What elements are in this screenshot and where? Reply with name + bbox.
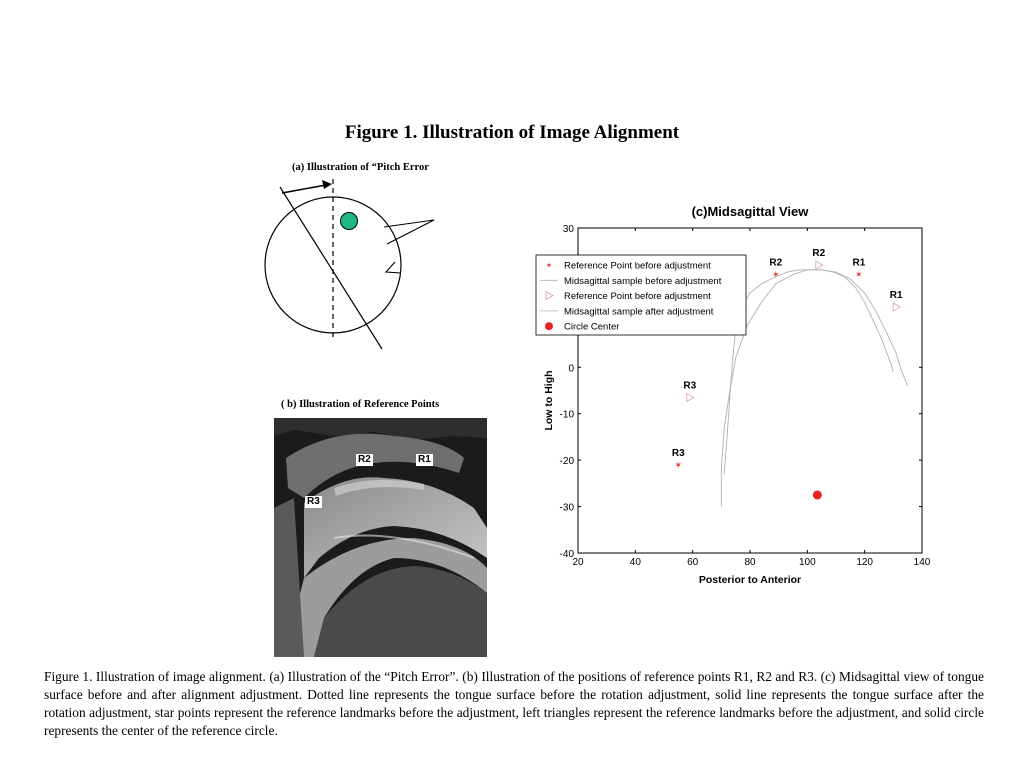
legend-symbol-star: ✶	[545, 261, 553, 270]
midsagittal-chart	[530, 195, 950, 595]
tilted-axis-line	[280, 187, 382, 349]
chart-title: (c)Midsagittal View	[691, 204, 809, 219]
chart-plot-layer	[536, 204, 931, 586]
point-label: R2	[769, 257, 783, 269]
eye-marker	[341, 213, 358, 230]
pitch-error-diagram	[260, 175, 450, 355]
x-tick-label: 140	[913, 557, 931, 568]
legend-entry: Circle Center	[564, 321, 620, 333]
y-axis-label: Low to High	[543, 370, 555, 431]
mri-label-r2: R2	[358, 454, 371, 465]
mri-image	[274, 418, 487, 657]
mri-label-r1: R1	[418, 454, 431, 465]
legend-entry: Reference Point before adjustment	[564, 260, 711, 272]
legend-entry: Reference Point before adjustment	[564, 291, 711, 303]
y-tick-label: -10	[559, 409, 574, 421]
x-tick-label: 40	[629, 557, 641, 568]
y-tick-label: 0	[568, 363, 574, 375]
point-label: R1	[852, 257, 866, 269]
x-tick-label: 120	[856, 557, 874, 568]
point-label: R1	[889, 289, 903, 301]
mouth-shape	[386, 262, 401, 273]
star-point: ✶	[772, 269, 780, 280]
legend-symbol-circle	[545, 322, 553, 330]
point-label: R3	[683, 380, 697, 392]
point-label: R2	[812, 248, 826, 260]
figure-title: Figure 1. Illustration of Image Alignment	[344, 122, 680, 143]
y-tick-label: -40	[559, 549, 574, 560]
point-label: R3	[671, 447, 685, 459]
x-tick-label: 20	[572, 557, 584, 568]
y-tick-label: -20	[559, 456, 574, 468]
y-tick-label: 30	[562, 224, 574, 235]
y-tick-label: -30	[559, 502, 574, 514]
nose-shape	[384, 220, 434, 244]
x-tick-label: 60	[687, 557, 699, 568]
rotation-arrow	[282, 185, 326, 193]
panel-b-caption: ( b) Illustration of Reference Points	[281, 399, 440, 410]
panel-a-caption: (a) Illustration of “Pitch Error	[292, 162, 429, 173]
star-point: ✶	[855, 269, 863, 280]
x-axis-label: Posterior to Anterior	[698, 574, 802, 586]
x-tick-label: 80	[744, 557, 756, 568]
legend-entry: Midsagittal sample before adjustment	[564, 275, 722, 287]
star-point: ✶	[674, 459, 683, 470]
mri-label-r3: R3	[307, 496, 320, 507]
legend-entry: Midsagittal sample after adjustment	[564, 306, 714, 318]
x-tick-label: 100	[798, 557, 816, 568]
rotation-arrow-head	[322, 180, 332, 189]
circle-center-point	[813, 490, 822, 499]
figure-caption: Figure 1. Illustration of image alignment. (a) Illustration of the “Pitch Error”. (b) Illustration of the positions of reference points R1, R2 and R3. (c) Midsagittal view of tongue surface before and after alignment adjustment. Dotted line represents the tongue surface before the rotation adjustment, solid line represents the tongue surface after the rotation adjustment, star points represent the reference landmarks before the adjustment, left triangles represent the reference landmarks before the adjustment, and solid circle represents the center of the reference circle.	[44, 669, 984, 738]
